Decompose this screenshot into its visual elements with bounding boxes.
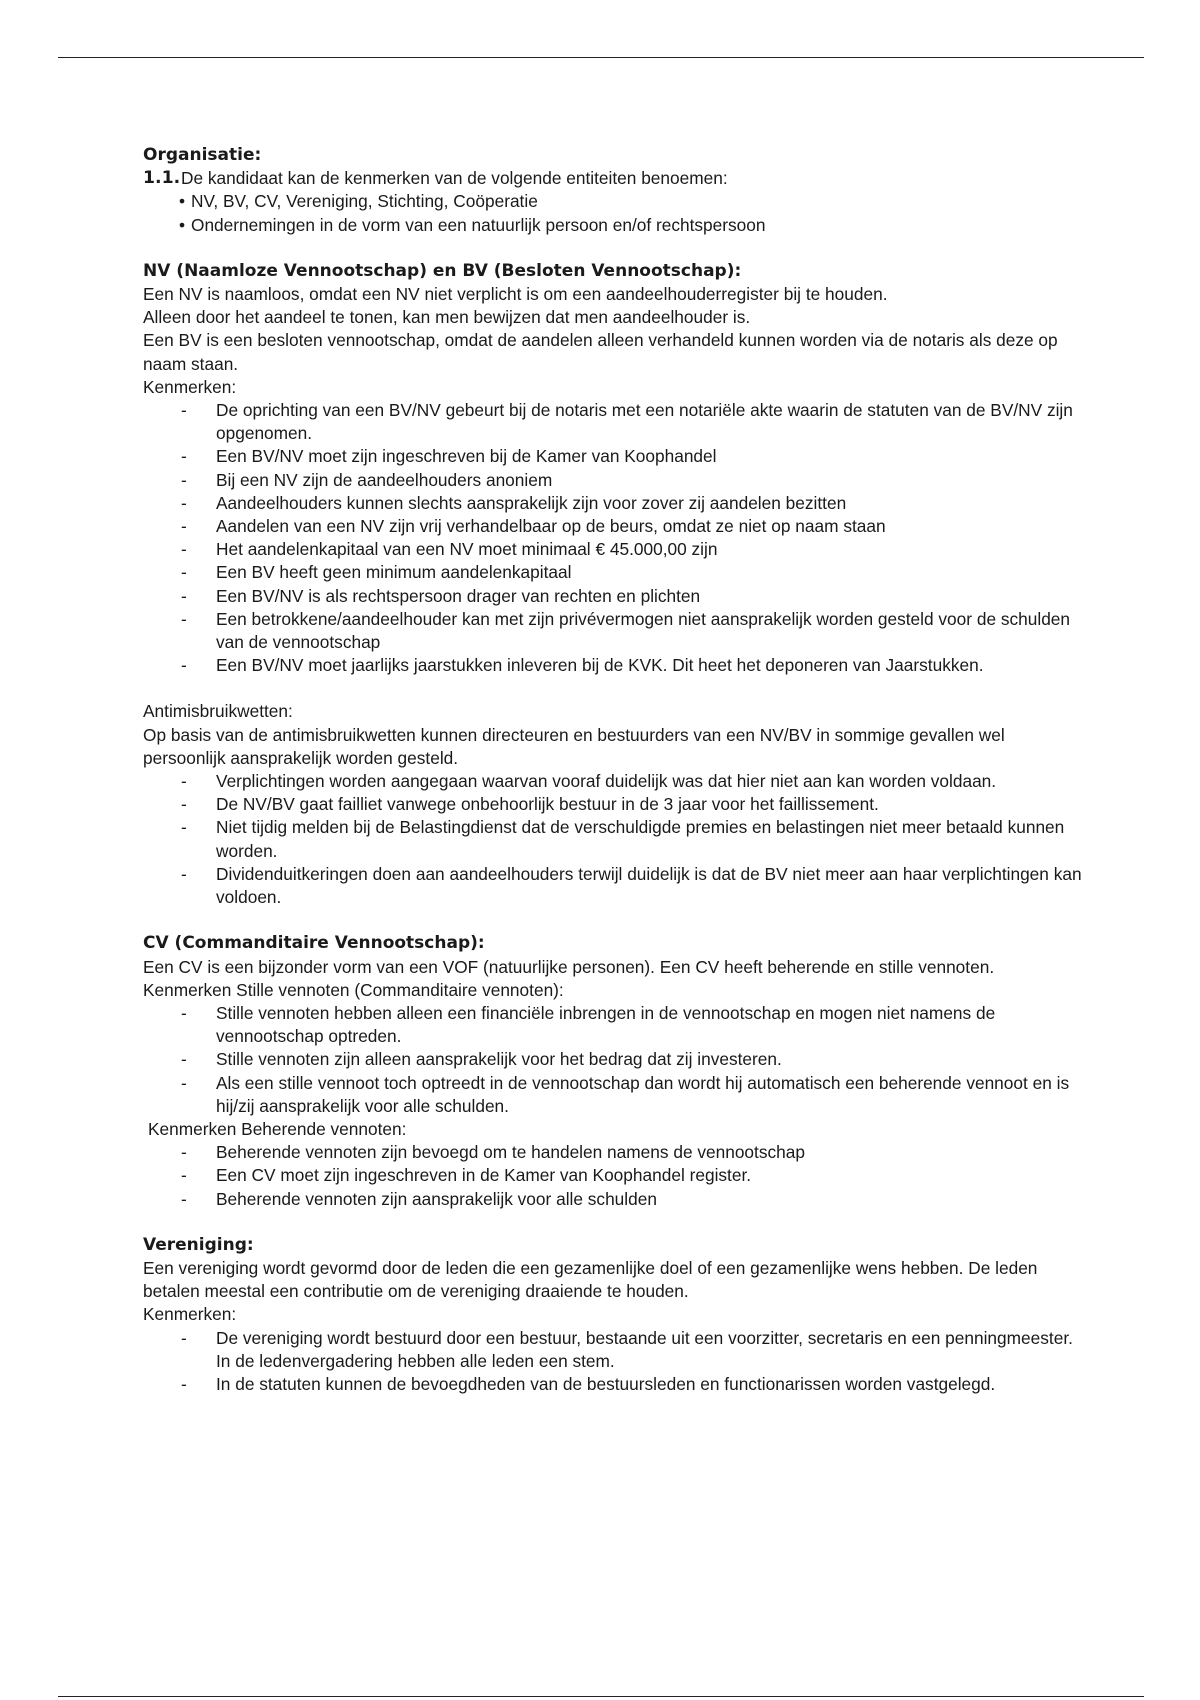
list-item: - De oprichting van een BV/NV gebeurt bij de notaris met een notariële akte waarin de statuten van de BV/NV zijn opgenomen.: [143, 399, 1083, 445]
item-text: De kandidaat kan de kenmerken van de volgende entiteiten benoemen:: [181, 168, 728, 189]
bottom-rule: [58, 1696, 1144, 1697]
paragraph: Alleen door het aandeel te tonen, kan men bewijzen dat men aandeelhouder is.: [143, 307, 751, 328]
list-item: - Beherende vennoten zijn bevoegd om te handelen namens de vennootschap: [143, 1141, 1083, 1164]
list-item: - Niet tijdig melden bij de Belastingdienst dat de verschuldigde premies en belastingen niet meer betaald kunnen worden.: [143, 816, 1083, 862]
list-item: • Ondernemingen in de vorm van een natuurlijk persoon en/of rechtspersoon: [143, 214, 1083, 237]
list-item: - Een BV/NV is als rechtspersoon drager van rechten en plichten: [143, 585, 1083, 608]
paragraph: Op basis van de antimisbruikwetten kunnen directeuren en bestuurders van een NV/BV in sommige gevallen wel persoonlijk aansprakelijk worden gesteld.: [143, 724, 1005, 768]
antimisbruik-list: [143, 770, 1083, 909]
list-item: - Beherende vennoten zijn aansprakelijk voor alle schulden: [143, 1188, 1083, 1211]
nv-bv-kenmerken-list: [143, 399, 1083, 677]
list-item: - Als een stille vennoot toch optreedt in de vennootschap dan wordt hij automatisch een beherende vennoot en is hij/zij aansprakelijk voor alle schulden.: [143, 1072, 1083, 1118]
vereniging-kenmerken-list: [143, 1327, 1083, 1397]
list-item: - In de statuten kunnen de bevoegdheden van de bestuursleden en functionarissen worden vastgelegd.: [143, 1373, 1083, 1396]
paragraph: Een vereniging wordt gevormd door de leden die een gezamenlijke doel of een gezamenlijke wens hebben. De leden betalen meestal een contributie om de vereniging draaiende te houden.: [143, 1257, 1038, 1302]
list-item: - Verplichtingen worden aangegaan waarvan vooraf duidelijk was dat hier niet aan kan worden voldaan.: [143, 770, 1083, 793]
list-item: - Een BV heeft geen minimum aandelenkapitaal: [143, 561, 1083, 584]
top-rule: [58, 57, 1144, 58]
list-label: Kenmerken Beherende vennoten:: [148, 1118, 407, 1139]
item-number: 1.1.: [143, 168, 181, 189]
paragraph: Een NV is naamloos, omdat een NV niet verplicht is om een aandeelhouderregister bij te houden.: [143, 284, 888, 305]
list-item: - Dividenduitkeringen doen aan aandeelhouders terwijl duidelijk is dat de BV niet meer aan haar verplichtingen kan voldoen.: [143, 863, 1083, 909]
list-item: - Een betrokkene/aandeelhouder kan met zijn privévermogen niet aansprakelijk worden gesteld voor de schulden van de vennootschap: [143, 608, 1083, 654]
list-item: - Aandeelhouders kunnen slechts aansprakelijk zijn voor zover zij aandelen bezitten: [143, 492, 1083, 515]
stille-vennoten-list: [143, 1002, 1083, 1118]
paragraph: Een BV is een besloten vennootschap, omdat de aandelen alleen verhandeld kunnen worden via de notaris als deze op naam staan.: [143, 330, 1058, 374]
list-label: Kenmerken:: [143, 376, 237, 397]
list-item: - De NV/BV gaat failliet vanwege onbehoorlijk bestuur in de 3 jaar voor het faillissement.: [143, 793, 1083, 816]
learning-objective-1-1: [143, 167, 1083, 190]
list-item: • NV, BV, CV, Vereniging, Stichting, Coöperatie: [143, 190, 1083, 213]
list-item: - Een BV/NV moet jaarlijks jaarstukken inleveren bij de KVK. Dit heet het deponeren van Jaarstukken.: [143, 654, 1083, 677]
heading-organisatie: Organisatie:: [143, 145, 262, 165]
heading-nv-bv: NV (Naamloze Vennootschap) en BV (Besloten Vennootschap):: [143, 260, 742, 281]
beherende-vennoten-list: [143, 1141, 1083, 1211]
list-item: - Stille vennoten hebben alleen een financiële inbrengen in de vennootschap en mogen niet namens de vennootschap optreden.: [143, 1002, 1083, 1048]
list-item: - Het aandelenkapitaal van een NV moet minimaal € 45.000,00 zijn: [143, 538, 1083, 561]
paragraph: Een CV is een bijzonder vorm van een VOF (natuurlijke personen). Een CV heeft beherende en stille vennoten.: [143, 956, 995, 977]
list-item: - Een BV/NV moet zijn ingeschreven bij de Kamer van Koophandel: [143, 445, 1083, 468]
document-page: [143, 144, 1083, 1396]
list-item: - Stille vennoten zijn alleen aansprakelijk voor het bedrag dat zij investeren.: [143, 1048, 1083, 1071]
list-item: - Aandelen van een NV zijn vrij verhandelbaar op de beurs, omdat ze niet op naam staan: [143, 515, 1083, 538]
list-item: - De vereniging wordt bestuurd door een bestuur, bestaande uit een voorzitter, secretaris en een penningmeester. In de ledenvergadering hebben alle leden een stem.: [143, 1327, 1083, 1373]
heading-antimisbruikwetten: Antimisbruikwetten:: [143, 701, 293, 722]
heading-cv: CV (Commanditaire Vennootschap):: [143, 933, 485, 954]
list-item: - Een CV moet zijn ingeschreven in de Kamer van Koophandel register.: [143, 1164, 1083, 1187]
list-label: Kenmerken:: [143, 1304, 237, 1325]
entity-list: [143, 190, 1083, 236]
heading-vereniging: Vereniging:: [143, 1234, 254, 1255]
list-label: Kenmerken Stille vennoten (Commanditaire vennoten):: [143, 979, 564, 1000]
list-item: - Bij een NV zijn de aandeelhouders anoniem: [143, 469, 1083, 492]
